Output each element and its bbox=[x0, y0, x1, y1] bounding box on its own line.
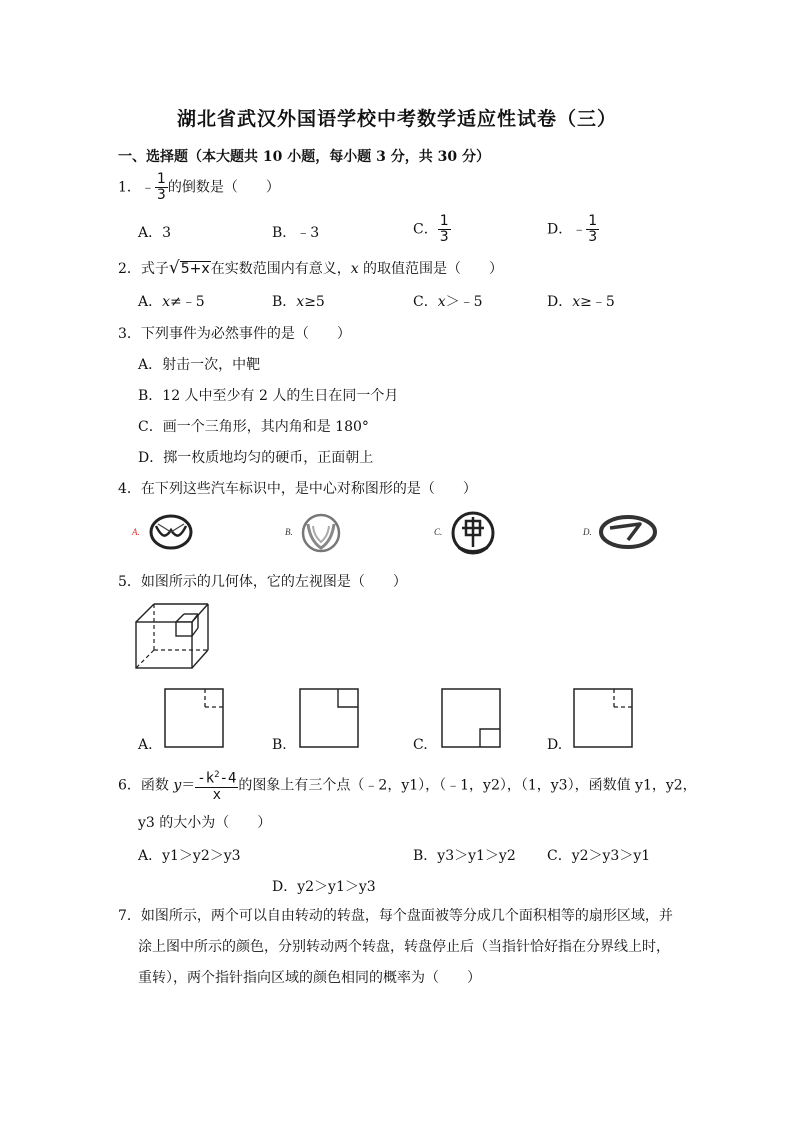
q4-option-a-label: A. bbox=[132, 527, 140, 537]
question-6 bbox=[118, 768, 697, 803]
q1-c-den: 3 bbox=[439, 229, 449, 245]
q2-a-var: x bbox=[162, 294, 171, 310]
q2-option-a bbox=[138, 291, 205, 311]
q1-frac-num: 1 bbox=[156, 171, 166, 187]
q3-option-d: D．掷一枚质地均匀的硬币，正面朝上 bbox=[138, 450, 374, 466]
q2-a-rest: ≠﹣5 bbox=[170, 294, 205, 310]
q1-c-label: C． bbox=[413, 221, 438, 238]
question-7-line3: 重转），两个指针指向区域的颜色相同的概率为（ ） bbox=[138, 970, 481, 986]
q5-option-b-label: B. bbox=[272, 737, 287, 753]
q4-option-b-label: B. bbox=[285, 527, 293, 537]
q1-d-fraction bbox=[586, 214, 599, 245]
page-title: 湖北省武汉外国语学校中考数学适应性试卷（三） bbox=[176, 108, 617, 130]
question-7-line2: 涂上图中所示的颜色，分别转动两个转盘，转盘停止后（当指针恰好指在分界线上时， bbox=[138, 939, 670, 955]
q1-stem: 的倒数是（ ） bbox=[167, 179, 280, 196]
q5-option-c-label: C. bbox=[413, 737, 428, 753]
q2-radicand: 5+x bbox=[180, 261, 210, 277]
q1-option-b: B．﹣3 bbox=[272, 225, 320, 241]
q2-d-rest: ≥﹣5 bbox=[580, 294, 615, 310]
q6-fraction bbox=[195, 768, 238, 803]
q6-num-sup: 2 bbox=[214, 770, 220, 780]
q1-option-c bbox=[413, 214, 451, 245]
q5-option-c-figure bbox=[440, 687, 502, 749]
q2-d-label: D． bbox=[547, 294, 573, 310]
q3-option-c: C．画一个三角形，其内角和是 180° bbox=[138, 419, 369, 435]
q5-option-d-figure bbox=[572, 687, 634, 749]
q6-prefix: 6．函数 bbox=[118, 777, 174, 794]
q3-option-a: A．射击一次，中靶 bbox=[138, 357, 261, 373]
question-2 bbox=[118, 258, 503, 278]
q2-a-label: A． bbox=[138, 294, 163, 310]
q6-num-a: -k bbox=[197, 770, 215, 787]
geometry-solid-figure bbox=[132, 602, 214, 674]
q4-option-d-label: D. bbox=[583, 527, 592, 537]
q1-number: 1． bbox=[118, 179, 141, 196]
q5-option-a-label: A. bbox=[138, 737, 153, 753]
q5-option-d-label: D. bbox=[547, 737, 563, 753]
question-5: 5．如图所示的几何体，它的左视图是（ ） bbox=[118, 574, 407, 590]
q2-b-rest: ≥5 bbox=[304, 294, 325, 310]
question-3: 3．下列事件为必然事件的是（ ） bbox=[118, 326, 351, 342]
q1-minus: ﹣ bbox=[140, 179, 155, 196]
mazda-logo-icon bbox=[148, 512, 194, 552]
q2-c-var: x bbox=[437, 294, 446, 310]
q2-option-b bbox=[272, 291, 325, 311]
haima-logo-icon bbox=[598, 514, 658, 550]
q2-c-label: C． bbox=[413, 294, 438, 310]
question-7-line1: 7．如图所示，两个可以自由转动的转盘，每个盘面被等分成几个面积相等的扇形区域，并 bbox=[118, 908, 673, 924]
q6-option-a: A．y1＞y2＞y3 bbox=[138, 848, 241, 864]
q6-option-d: D．y2＞y1＞y3 bbox=[272, 879, 376, 895]
q6-frac-num bbox=[195, 768, 238, 788]
q2-prefix: 2．式子 bbox=[118, 261, 169, 277]
q2-post: 的取值范围是（ ） bbox=[358, 261, 504, 277]
q6-eq: ＝ bbox=[181, 777, 196, 794]
q1-fraction bbox=[155, 172, 168, 203]
q6-option-b: B．y3＞y1＞y2 bbox=[413, 848, 516, 864]
q1-option-a: A．3 bbox=[138, 225, 172, 241]
question-1 bbox=[118, 172, 280, 203]
brilliance-logo-icon bbox=[450, 511, 496, 555]
dongfeng-logo-icon bbox=[300, 512, 342, 554]
q5-option-a-figure bbox=[163, 687, 225, 749]
q6-line2: y3 的大小为（ ） bbox=[138, 815, 272, 831]
q6-option-c: C．y2＞y3＞y1 bbox=[547, 848, 651, 864]
q6-y: y bbox=[173, 777, 182, 794]
q2-option-d bbox=[547, 291, 615, 311]
section-heading: 一、选择题（本大题共 10 小题，每小题 3 分，共 30 分） bbox=[118, 149, 490, 165]
q2-mid: 在实数范围内有意义， bbox=[210, 261, 351, 277]
q6-frac-den: x bbox=[212, 786, 222, 803]
q1-d-label: D．﹣ bbox=[547, 221, 587, 238]
q2-b-label: B． bbox=[272, 294, 297, 310]
q5-option-b-figure bbox=[298, 687, 360, 749]
q6-num-b: -4 bbox=[219, 770, 237, 787]
q1-d-num: 1 bbox=[588, 213, 598, 229]
q2-option-c bbox=[413, 291, 483, 311]
q2-d-var: x bbox=[572, 294, 581, 310]
q1-option-d bbox=[547, 214, 599, 245]
sqrt-sign-icon: √ bbox=[168, 258, 180, 278]
q1-frac-den: 3 bbox=[156, 187, 166, 203]
q2-b-var: x bbox=[296, 294, 305, 310]
question-4: 4．在下列这些汽车标识中，是中心对称图形的是（ ） bbox=[118, 481, 477, 497]
q2-var: x bbox=[350, 261, 359, 277]
q1-c-fraction bbox=[438, 214, 451, 245]
q2-c-rest: ＞﹣5 bbox=[445, 294, 483, 310]
q1-d-den: 3 bbox=[588, 229, 598, 245]
q1-c-num: 1 bbox=[439, 213, 449, 229]
q6-post: 的图象上有三个点（﹣2，y1），（﹣1，y2），（1，y3），函数值 y1，y2， bbox=[238, 777, 697, 794]
q3-option-b: B．12 人中至少有 2 人的生日在同一个月 bbox=[138, 388, 399, 404]
q4-option-c-label: C. bbox=[434, 527, 443, 537]
